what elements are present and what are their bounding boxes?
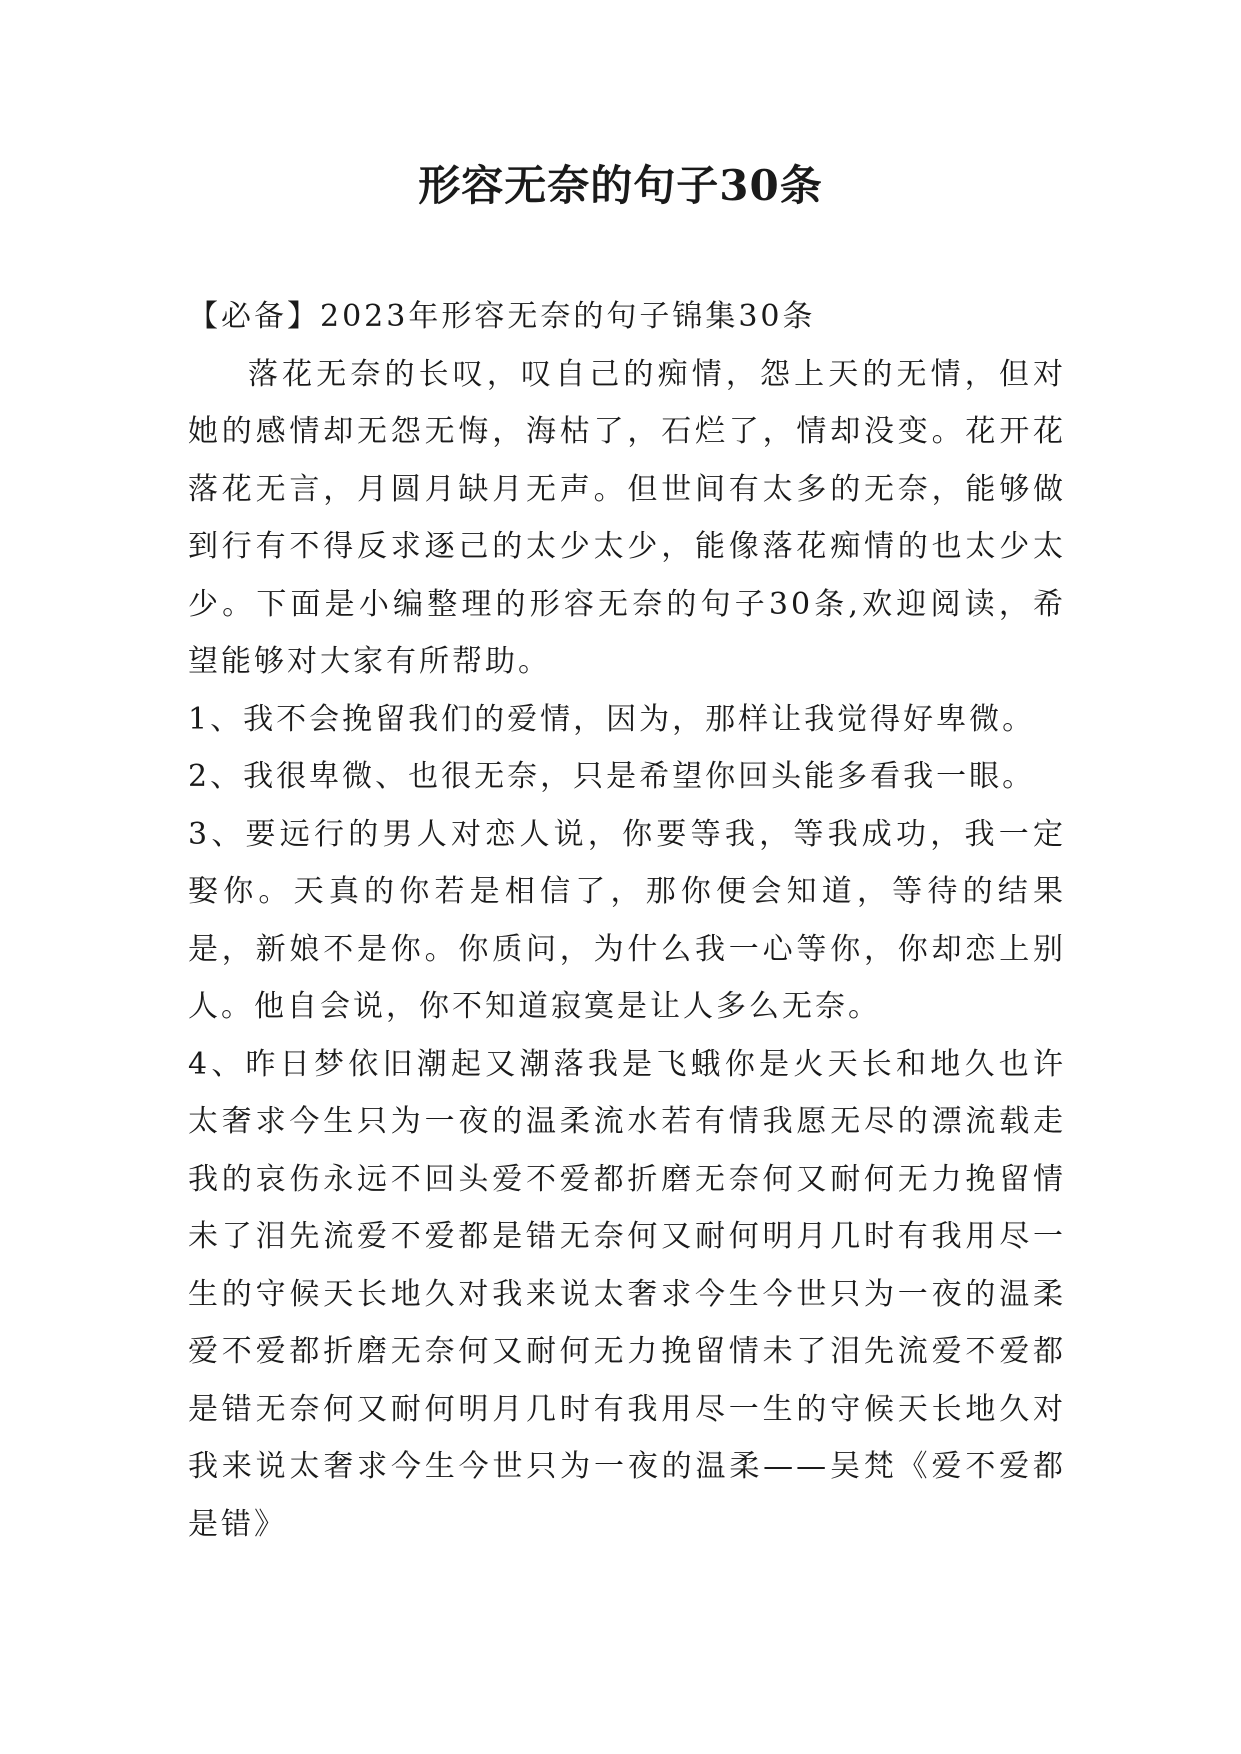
document-title: 形容无奈的句子30条 (418, 161, 823, 210)
intro-paragraph: 落花无奈的长叹，叹自己的痴情，怨上天的无情，但对她的感情却无怨无悔，海枯了，石烂了，情却没变。花开花落花无言，月圆月缺月无声。但世间有太多的无奈，能够做到行有不得反求逐己的太少太少，能像落花痴情的也太少太少。下面是小编整理的形容无奈的句子30条,欢迎阅读，希望能够对大家有所帮助。 (188, 356, 1066, 679)
quote-item-3: 3、要远行的男人对恋人说，你要等我，等我成功，我一定娶你。天真的你若是相信了，那你便会知道，等待的结果是，新娘不是你。你质问，为什么我一心等你，你却恋上别人。他自会说，你不知道寂寞是让人多么无奈。 (188, 816, 1066, 1024)
document-body (188, 288, 1066, 1553)
quote-item-4: 4、昨日梦依旧潮起又潮落我是飞蛾你是火天长和地久也许太奢求今生只为一夜的温柔流水若有情我愿无尽的漂流载走我的哀伤永远不回头爱不爱都折磨无奈何又耐何无力挽留情未了泪先流爱不爱都是错无奈何又耐何明月几时有我用尽一生的守候天长地久对我来说太奢求今生今世只为一夜的温柔爱不爱都折磨无奈何又耐何无力挽留情未了泪先流爱不爱都是错无奈何又耐何明月几时有我用尽一生的守候天长地久对我来说太奢求今生今世只为一夜的温柔——吴梵《爱不爱都是错》 (188, 1046, 1066, 1542)
quote-item-2: 2、我很卑微、也很无奈，只是希望你回头能多看我一眼。 (188, 759, 1036, 794)
quote-item-1: 1、我不会挽留我们的爱情，因为，那样让我觉得好卑微。 (188, 701, 1036, 737)
document-subtitle: 【必备】2023年形容无奈的句子锦集30条 (188, 299, 816, 334)
